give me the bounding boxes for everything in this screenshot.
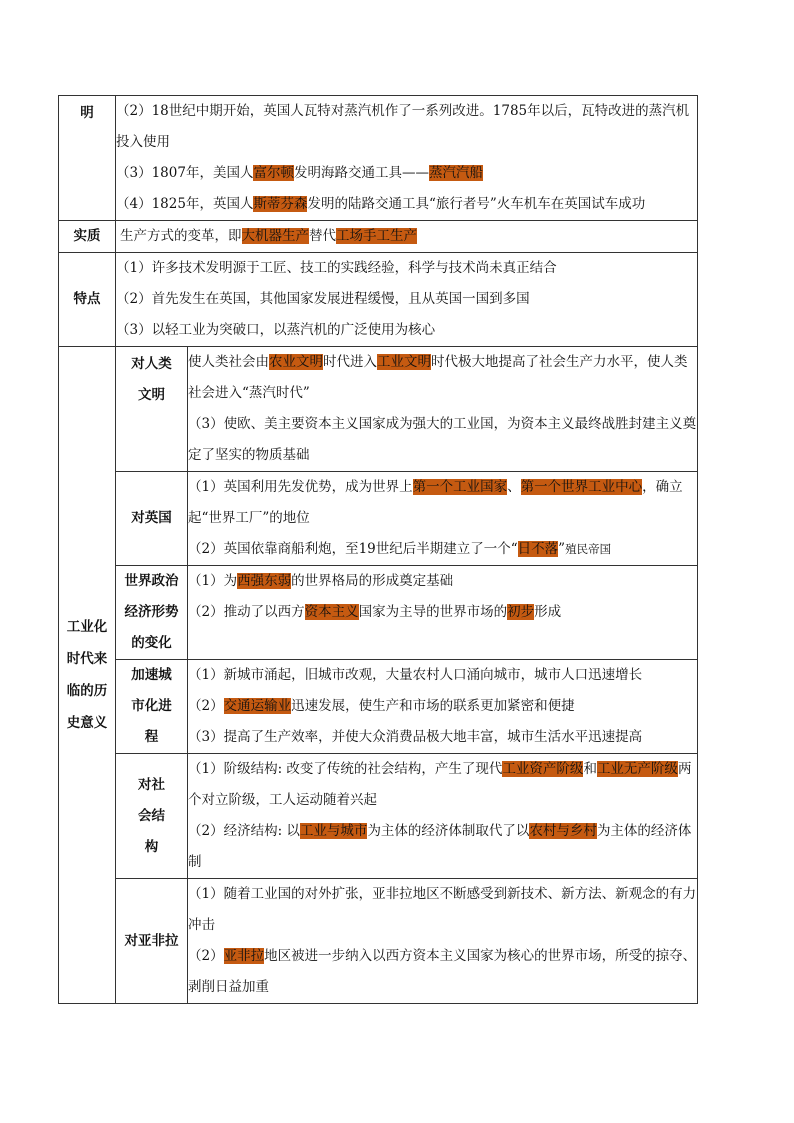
essence-line: 生产方式的变革，即大机器生产替代工场手工生产 — [120, 228, 417, 244]
invention-row — [59, 96, 698, 221]
social-content — [188, 754, 698, 879]
social-line-2: （2）经济结构: 以工业与城市为主体的经济体制取代了以农村与乡村为主体的经济体制 — [188, 823, 692, 870]
highlight-west-strong-east-weak: 西强东弱 — [237, 573, 292, 589]
social-label: 对社会结构 — [116, 754, 188, 879]
highlight-afro-asia-latam: 亚非拉 — [223, 948, 265, 964]
highlight-fulton: 富尔顿 — [253, 165, 294, 181]
world-line-1: （1）为西强东弱的世界格局的形成奠定基础 — [188, 573, 454, 589]
world-line-2: （2）推动了以西方资本主义国家为主导的世界市场的初步形成 — [188, 604, 562, 620]
highlight-proletariat: 工业无产阶级 — [596, 761, 678, 777]
invention-line-3: （3）1807年，美国人富尔顿发明海路交通工具——蒸汽汽船 — [116, 165, 483, 181]
urbanization-content — [188, 660, 698, 754]
britain-row — [59, 472, 698, 566]
highlight-industry-city: 工业与城市 — [299, 823, 368, 839]
civilization-label: 对人类文明 — [116, 347, 188, 472]
feature-1: （1）许多技术发明源于工匠、技工的实践经验，科学与技术尚未真正结合 — [116, 260, 557, 276]
features-label: 特点 — [59, 253, 116, 347]
highlight-steamboat: 蒸汽汽船 — [428, 165, 483, 181]
highlight-rural: 农村与乡村 — [529, 823, 597, 839]
afro-asia-label: 对亚非拉 — [116, 879, 188, 1004]
britain-content — [188, 472, 698, 566]
highlight-first-industrial-center: 第一个世界工业中心 — [520, 479, 643, 495]
highlight-bourgeoisie: 工业资产阶级 — [502, 761, 584, 777]
highlight-manual-production: 工场手工生产 — [336, 228, 417, 244]
social-row — [59, 754, 698, 879]
civilization-content — [188, 347, 698, 472]
essence-label: 实质 — [59, 221, 116, 253]
urbanization-line-3: （3）提高了生产效率，并使大众消费品极大地丰富，城市生活水平迅速提高 — [188, 729, 643, 745]
afro-asia-line-1: （1）随着工业国的对外扩张，亚非拉地区不断感受到新技术、新方法、新观念的有力冲击 — [188, 886, 697, 933]
highlight-transport: 交通运输业 — [223, 698, 292, 714]
afro-asia-line-2: （2）亚非拉地区被进一步纳入以西方资本主义国家为核心的世界市场，所受的掠夺、剥削日益加重 — [188, 948, 697, 995]
highlight-capitalism: 资本主义 — [304, 604, 359, 620]
afro-asia-content — [188, 879, 698, 1004]
essence-content — [116, 221, 698, 253]
urbanization-line-1: （1）新城市涌起，旧城市改观，大量农村人口涌向城市，城市人口迅速增长 — [188, 667, 643, 683]
features-row — [59, 253, 698, 347]
invention-content — [116, 96, 698, 221]
highlight-machine-production: 大机器生产 — [241, 228, 309, 244]
urbanization-row — [59, 660, 698, 754]
notes-table — [58, 95, 698, 1004]
highlight-sun-never-sets: 日不落 — [517, 541, 559, 557]
urbanization-label: 加速城市化进程 — [116, 660, 188, 754]
significance-label: 工业化时代来临的历史意义 — [59, 347, 116, 1004]
britain-line-2: （2）英国依靠商船利炮，至19世纪后半期建立了一个“日不落”殖民帝国 — [188, 541, 612, 557]
civilization-line-1: 使人类社会由农业文明时代进入工业文明时代极大地提高了社会生产力水平，使人类社会进入“蒸汽时代” — [188, 354, 688, 401]
invention-line-4: （4）1825年，英国人斯蒂芬森发明的陆路交通工具“旅行者号”火车机车在英国试车成功 — [116, 196, 646, 212]
invention-label: 明 — [59, 96, 116, 221]
highlight-agricultural-civ: 农业文明 — [269, 354, 323, 370]
civilization-row — [59, 347, 698, 472]
social-line-1: （1）阶级结构: 改变了传统的社会结构，产生了现代工业资产阶级和工业无产阶级两个对立阶级，工人运动随着兴起 — [188, 761, 692, 808]
feature-3: （3）以轻工业为突破口，以蒸汽机的广泛使用为核心 — [116, 322, 436, 338]
highlight-initial: 初步 — [507, 604, 535, 620]
world-row — [59, 566, 698, 660]
highlight-industrial-civ: 工业文明 — [377, 354, 431, 370]
britain-line-1: （1）英国利用先发优势，成为世界上第一个工业国家、第一个世界工业中心，确立起“世界工厂”的地位 — [188, 479, 683, 526]
world-label: 世界政治经济形势的变化 — [116, 566, 188, 660]
britain-label: 对英国 — [116, 472, 188, 566]
world-content — [188, 566, 698, 660]
urbanization-line-2: （2）交通运输业迅速发展，使生产和市场的联系更加紧密和便捷 — [188, 698, 575, 714]
features-content — [116, 253, 698, 347]
afro-asia-row — [59, 879, 698, 1004]
feature-2: （2）首先发生在英国，其他国家发展进程缓慢，且从英国一国到多国 — [116, 291, 530, 307]
civilization-line-2: （3）使欧、美主要资本主义国家成为强大的工业国，为资本主义最终战胜封建主义奠定了坚实的物质基础 — [188, 416, 697, 463]
highlight-first-industrial-nation: 第一个工业国家 — [412, 479, 508, 495]
highlight-stephenson: 斯蒂芬森 — [253, 196, 308, 212]
invention-line-2: （2）18世纪中期开始，英国人瓦特对蒸汽机作了一系列改进。1785年以后，瓦特改进的蒸汽机投入使用 — [116, 103, 690, 150]
essence-row — [59, 221, 698, 253]
